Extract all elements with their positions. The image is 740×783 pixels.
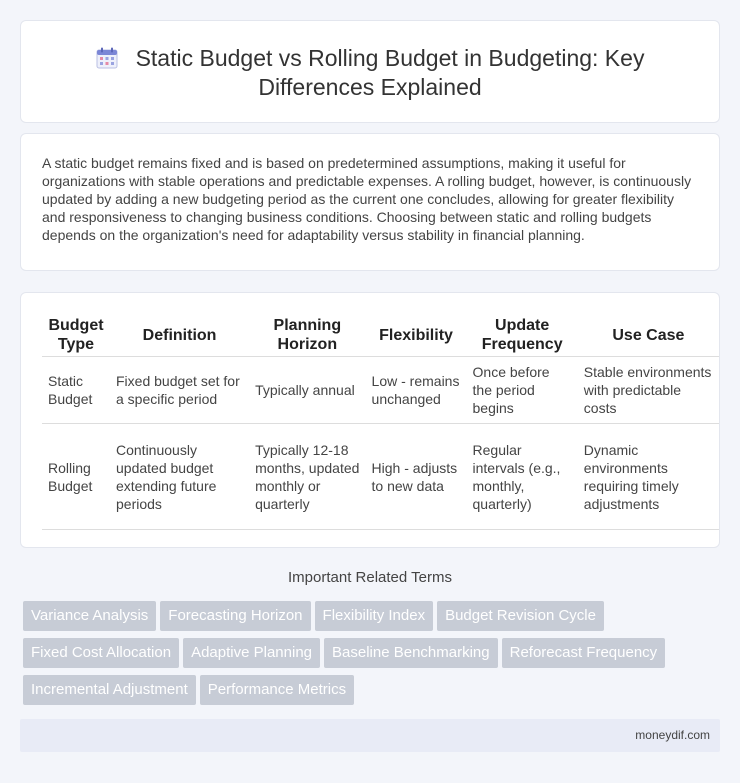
tag-budget-revision-cycle[interactable]: Budget Revision Cycle: [437, 601, 604, 631]
table-row: [42, 357, 719, 424]
page-title: Static Budget vs Rolling Budget in Budgeting: Key Differences Explained: [135, 45, 645, 100]
header-definition: Definition: [110, 316, 249, 357]
header-flexibility: Flexibility: [366, 316, 467, 357]
table-cell: High - adjusts to new data: [366, 424, 467, 530]
header-planning-horizon: Planning Horizon: [249, 316, 365, 357]
intro-card: [20, 133, 720, 271]
tag-performance-metrics[interactable]: Performance Metrics: [200, 675, 354, 705]
table-header-row: [42, 316, 719, 357]
table-cell: Regular intervals (e.g., monthly, quarterly): [467, 424, 578, 530]
comparison-table: [42, 316, 719, 530]
header-budget-type: Budget Type: [42, 316, 110, 357]
comparison-table-card: [20, 292, 720, 548]
tag-incremental-adjustment[interactable]: Incremental Adjustment: [23, 675, 196, 705]
title-card: [20, 20, 720, 123]
header-update-frequency: Update Frequency: [467, 316, 578, 357]
related-terms-tags: [23, 601, 723, 712]
table-cell: Low - remains unchanged: [366, 357, 467, 424]
table-row: [42, 424, 719, 530]
tag-variance-analysis[interactable]: Variance Analysis: [23, 601, 156, 631]
related-terms-title: Important Related Terms: [288, 569, 452, 586]
table-cell: Typically annual: [249, 357, 365, 424]
header-use-case: Use Case: [578, 316, 719, 357]
footer: [20, 719, 720, 752]
tag-adaptive-planning[interactable]: Adaptive Planning: [183, 638, 320, 668]
tag-reforecast-frequency[interactable]: Reforecast Frequency: [502, 638, 666, 668]
tag-fixed-cost-allocation[interactable]: Fixed Cost Allocation: [23, 638, 179, 668]
tag-baseline-benchmarking[interactable]: Baseline Benchmarking: [324, 638, 498, 668]
table-cell: Rolling Budget: [42, 424, 110, 530]
intro-paragraph: A static budget remains fixed and is based on predetermined assumptions, making it useful for organizations with stable operations and predictable expenses. A rolling budget, however, is continuously updated by adding a new budgeting period as the current one concludes, allowing for greater flexibility and responsiveness to changing business conditions. Choosing between static and rolling budgets depends on the organization's need for adaptability versus stability in financial planning.: [42, 155, 692, 243]
table-cell: Typically 12-18 months, updated monthly or quarterly: [249, 424, 365, 530]
table-cell: Fixed budget set for a specific period: [110, 357, 249, 424]
tag-forecasting-horizon[interactable]: Forecasting Horizon: [160, 601, 310, 631]
table-cell: Once before the period begins: [467, 357, 578, 424]
calendar-icon: [96, 47, 118, 69]
table-cell: Dynamic environments requiring timely adjustments: [578, 424, 719, 530]
tag-flexibility-index[interactable]: Flexibility Index: [315, 601, 434, 631]
footer-site[interactable]: moneydif.com: [635, 728, 710, 742]
table-cell: Stable environments with predictable costs: [578, 357, 719, 424]
table-cell: Continuously updated budget extending future periods: [110, 424, 249, 530]
page-title-wrap: [21, 44, 719, 102]
table-cell: Static Budget: [42, 357, 110, 424]
